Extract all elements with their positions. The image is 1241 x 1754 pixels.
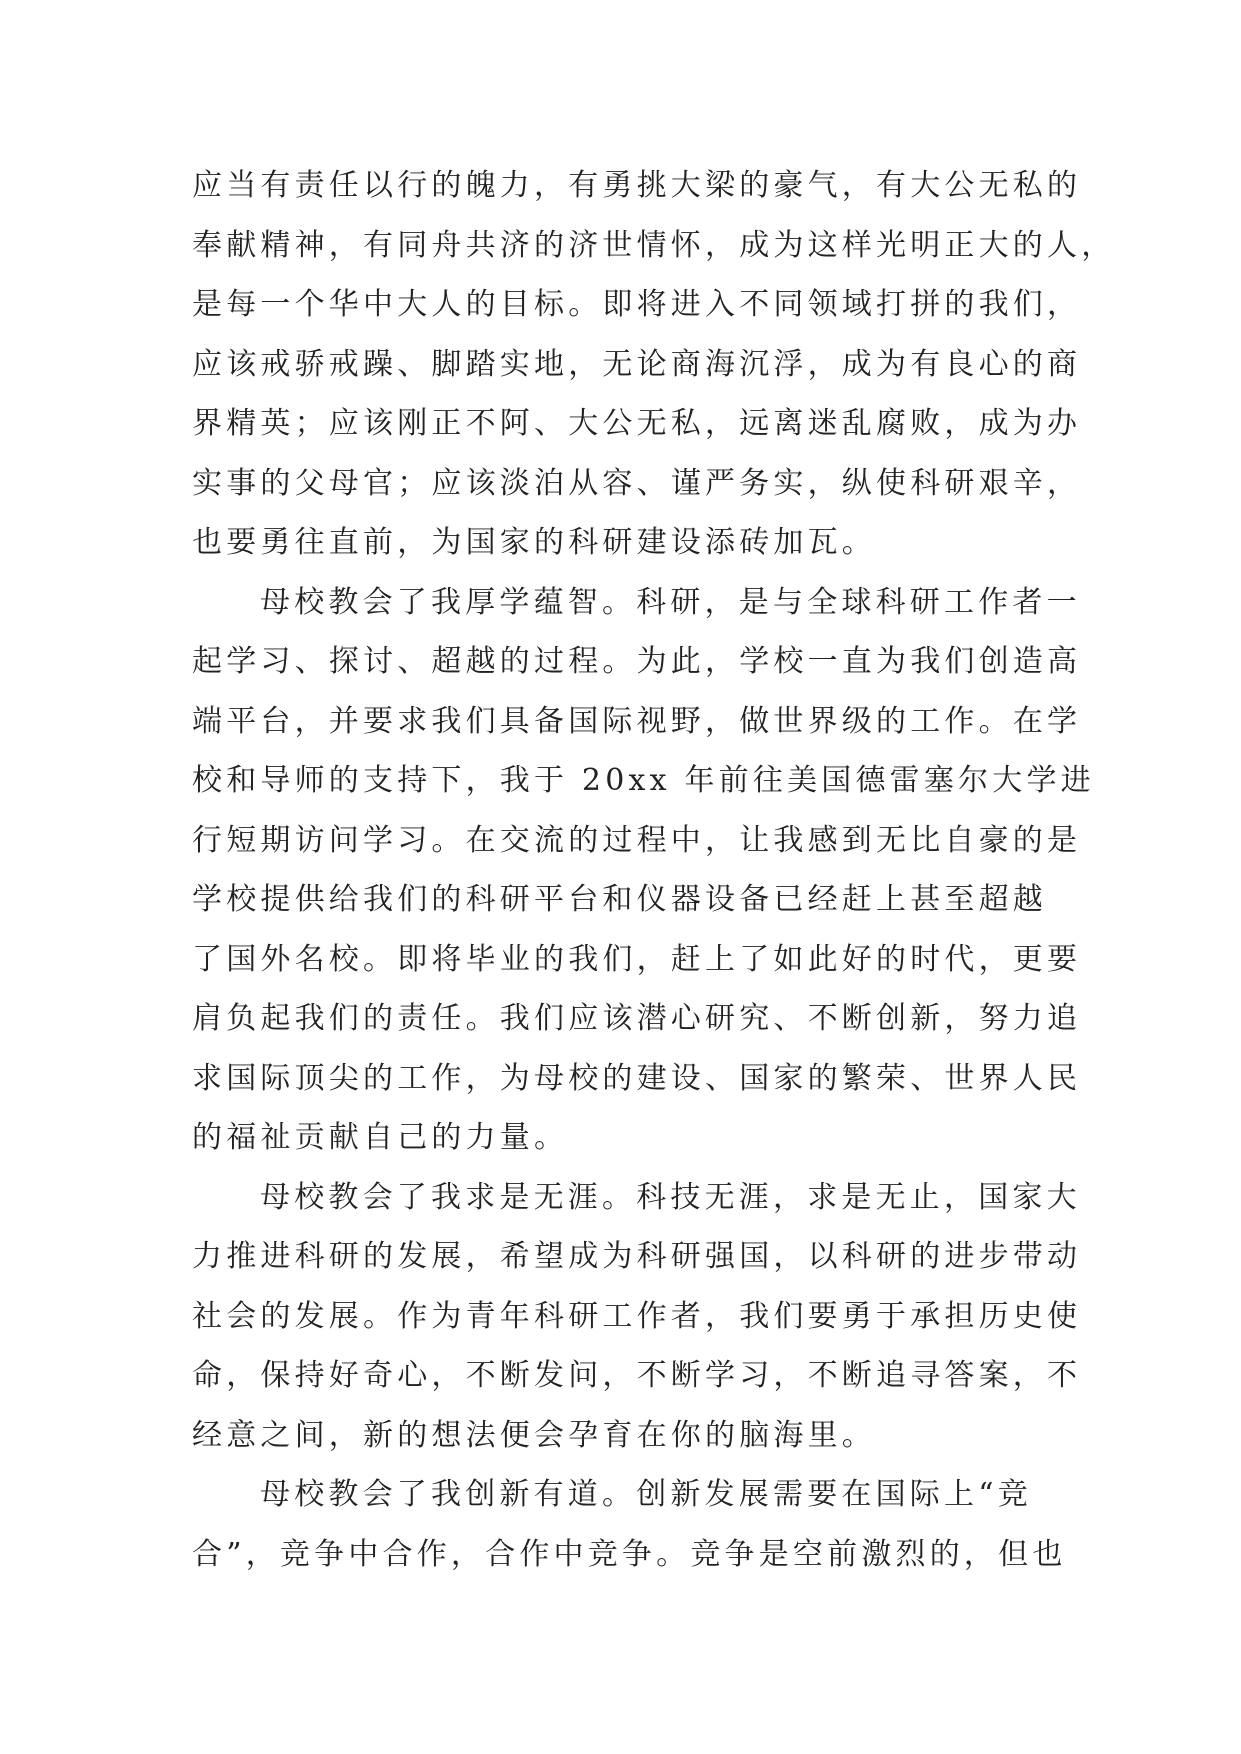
text-line: 应当有责任以行的魄力，有勇挑大梁的豪气，有大公无私的 (192, 168, 1082, 203)
text-line: 也要勇往直前，为国家的科研建设添砖加瓦。 (192, 525, 876, 560)
paragraph (192, 1168, 1082, 1466)
text-line: 力推进科研的发展，希望成为科研强国，以科研的进步带动 (192, 1239, 1082, 1274)
text-line: 命，保持好奇心，不断发问，不断学习，不断追寻答案，不 (192, 1358, 1082, 1393)
text-line: 界精英；应该刚正不阿、大公无私，远离迷乱腐败，成为办 (192, 406, 1082, 441)
text-line: 学校提供给我们的科研平台和仪器设备已经赶上甚至超越 (192, 882, 1047, 917)
paragraph (192, 1465, 1067, 1584)
paragraph (192, 573, 1095, 1168)
text-line: 肩负起我们的责任。我们应该潜心研究、不断创新，努力追 (192, 1001, 1082, 1036)
text-line: 社会的发展。作为青年科研工作者，我们要勇于承担历史使 (192, 1298, 1082, 1334)
text-line: 是每一个华中大人的目标。即将进入不同领域打拼的我们， (192, 287, 1082, 322)
text-line: 母校教会了我厚学蕴智。科研，是与全球科研工作者一 (260, 584, 1081, 620)
text-line: 的福祉贡献自己的力量。 (192, 1120, 569, 1155)
text-line: 奉献精神，有同舟共济的济世情怀，成为这样光明正大的人， (192, 227, 1116, 263)
text-line: 求国际顶尖的工作，为母校的建设、国家的繁荣、世界人民 (192, 1060, 1082, 1096)
text-line: 行短期访问学习。在交流的过程中，让我感到无比自豪的是 (192, 822, 1082, 858)
text-line: 实事的父母官；应该淡泊从容、谨严务实，纵使科研艰辛， (192, 465, 1082, 501)
text-line: 校和导师的支持下，我于 20xx 年前往美国德雷塞尔大学进 (192, 763, 1095, 798)
text-line: 母校教会了我创新有道。创新发展需要在国际上“竞 (260, 1477, 1032, 1512)
text-line: 端平台，并要求我们具备国际视野，做世界级的工作。在学 (192, 703, 1082, 739)
text-line: 经意之间，新的想法便会孕育在你的脑海里。 (192, 1417, 876, 1453)
paragraph (192, 156, 1116, 573)
text-line: 母校教会了我求是无涯。科技无涯，求是无止，国家大 (260, 1179, 1081, 1215)
text-line: 应该戒骄戒躁、脚踏实地，无论商海沉浮，成为有良心的商 (192, 346, 1082, 382)
document-body (192, 156, 1116, 1584)
text-line: 合”，竞争中合作，合作中竞争。竞争是空前激烈的，但也 (192, 1536, 1067, 1572)
text-line: 了国外名校。即将毕业的我们，赶上了如此好的时代，更要 (192, 941, 1082, 977)
text-line: 起学习、探讨、超越的过程。为此，学校一直为我们创造高 (192, 644, 1082, 679)
